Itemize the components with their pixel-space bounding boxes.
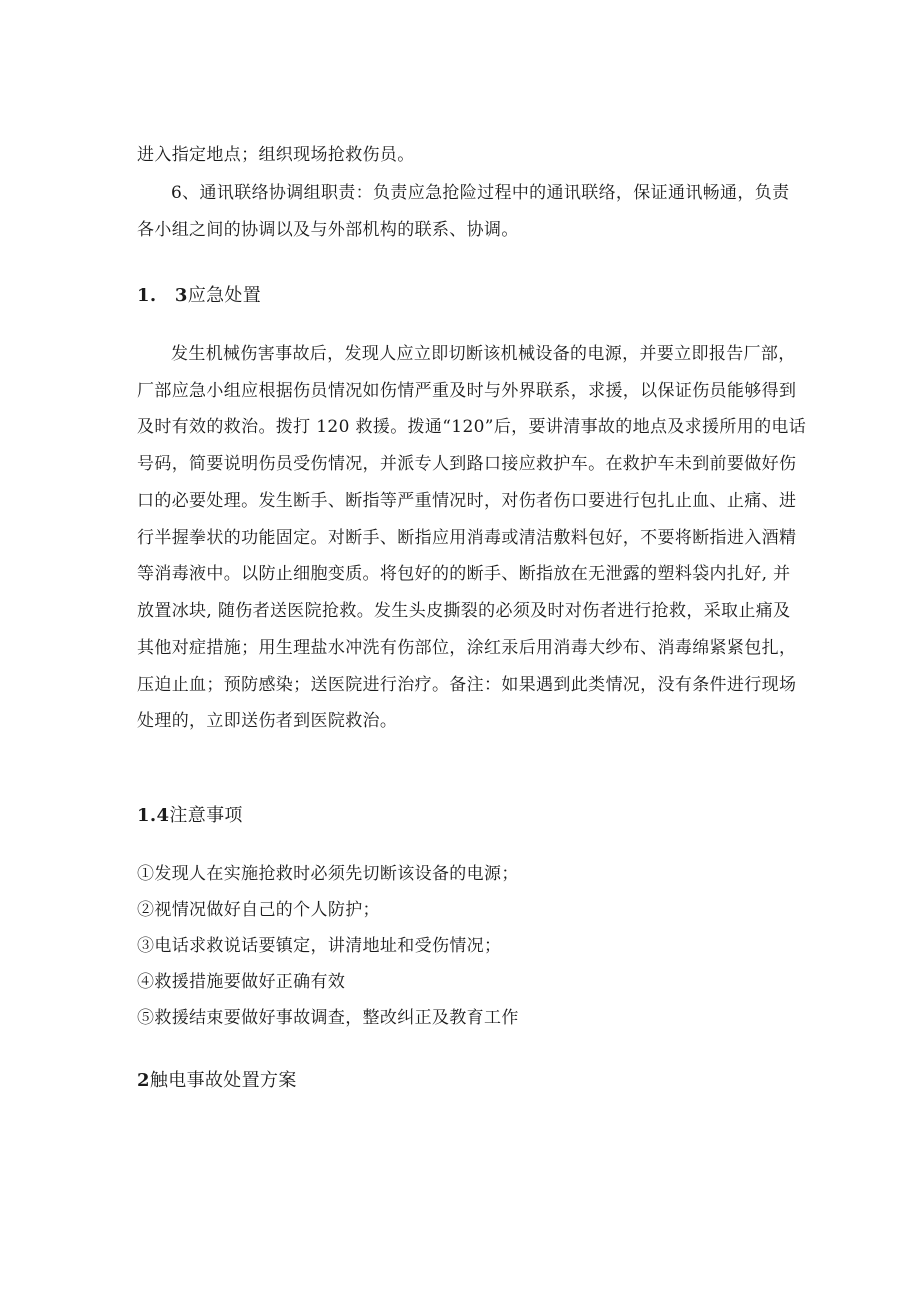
paragraph-6-line-1: 6、通讯联络协调组职责：负责应急抢险过程中的通讯联络，保证通讯畅通，负责 [171, 183, 790, 203]
precaution-item: ①发现人在实施抢救时必须先切断该设备的电源； [137, 864, 519, 884]
section-2-heading [137, 1070, 297, 1092]
section-1-3-number: 1. 3 [137, 285, 188, 306]
section-1-3-title: 应急处置 [187, 285, 262, 306]
precaution-item: ②视情况做好自己的个人防护； [137, 900, 380, 920]
section-1-3-line: 处理的，立即送伤者到医院救治。 [137, 711, 398, 731]
section-1-3-line: 压迫止血；预防感染；送医院进行治疗。备注：如果遇到此类情况，没有条件进行现场 [137, 675, 797, 695]
section-1-3-line: 等消毒液中。以防止细胞变质。将包好的的断手、断指放在无泄露的塑料袋内扎好, 并 [137, 564, 791, 584]
section-1-3-line: 发生机械伤害事故后，发现人应立即切断该机械设备的电源，并要立即报告厂部， [171, 344, 796, 364]
section-1-3-heading [137, 285, 261, 307]
section-1-4-title: 注意事项 [169, 805, 243, 826]
precaution-item: ③电话求救说话要镇定，讲清地址和受伤情况； [137, 936, 502, 956]
section-1-3-line: 放置冰块, 随伤者送医院抢救。发生头皮撕裂的必须及时对伤者进行抢救，采取止痛及 [137, 601, 791, 621]
precaution-item: ⑤救援结束要做好事故调查，整改纠正及教育工作 [137, 1008, 519, 1028]
section-1-4-heading [137, 805, 243, 827]
section-1-3-line: 行半握拳状的功能固定。对断手、断指应用消毒或清洁敷料包好，不要将断指进入酒精 [137, 528, 797, 548]
section-1-3-line: 其他对症措施；用生理盐水冲洗有伤部位，涂红汞后用消毒大纱布、消毒绵紧紧包扎， [137, 638, 797, 658]
section-2-number: 2 [137, 1070, 150, 1091]
paragraph-6-line-2: 各小组之间的协调以及与外部机构的联系、协调。 [137, 220, 519, 240]
section-1-3-line: 厂部应急小组应根据伤员情况如伤情严重及时与外界联系，求援，以保证伤员能够得到 [137, 381, 797, 401]
section-1-3-line: 口的必要处理。发生断手、断指等严重情况时，对伤者伤口要进行包扎止血、止痛、进 [137, 491, 797, 511]
section-1-3-line: 及时有效的救治。拨打 120 救援。拨通“120”后，要讲清事故的地点及求援所用的电话 [137, 417, 807, 437]
section-1-4-number: 1.4 [137, 805, 170, 826]
section-2-title: 触电事故处置方案 [149, 1070, 297, 1091]
section-1-3-line: 号码，简要说明伤员受伤情况，并派专人到路口接应救护车。在救护车未到前要做好伤 [137, 454, 797, 474]
paragraph-continuation: 进入指定地点；组织现场抢救伤员。 [137, 145, 415, 165]
precaution-item: ④救援措施要做好正确有效 [137, 972, 346, 992]
